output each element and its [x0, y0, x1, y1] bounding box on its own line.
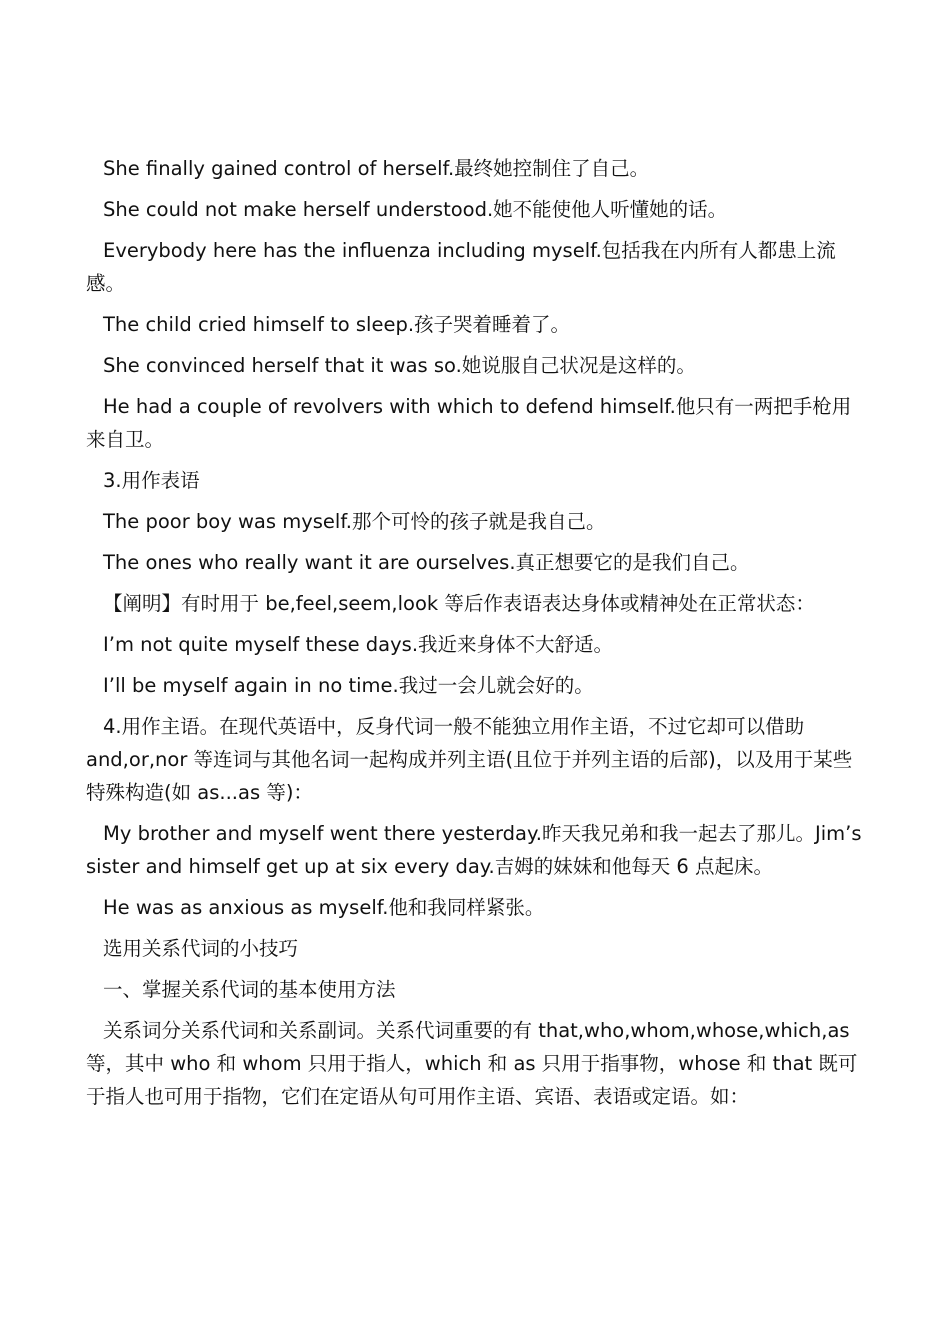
paragraph-8: The ones who really want it are ourselves.真正想要它的是我们自己。	[103, 551, 750, 574]
paragraph-12: He was as anxious as myself.他和我同样紧张。	[103, 896, 545, 919]
paragraph-10: I’ll be myself again in no time.我过一会儿就会好的。	[103, 674, 594, 697]
section-heading-4: 4.用作主语。在现代英语中，反身代词一般不能独立用作主语，不过它却可以借助 and,or,nor 等连词与其他名词一起构成并列主语(且位于并列主语的后部)，以及用于某些特殊构造(如 as...as 等)：	[86, 715, 853, 804]
paragraph-1: She finally gained control of herself.最终她控制住了自己。	[103, 157, 650, 180]
tips-title: 选用关系代词的小技巧	[103, 937, 299, 960]
tips-section-heading: 一、掌握关系代词的基本使用方法	[103, 978, 396, 1001]
paragraph-9: I’m not quite myself these days.我近来身体不大舒适。	[103, 633, 614, 656]
paragraph-5: She convinced herself that it was so.她说服自己状况是这样的。	[103, 354, 696, 377]
paragraph-13: 关系词分关系代词和关系副词。关系代词重要的有 that,who,whom,whose,which,as 等，其中 who 和 whom 只用于指人，which 和 as 只用于指事物，whose 和 that 既可于指人也可用于指物，它们在定语从句可用作主语、宾语、表语或定语。如：	[86, 1019, 858, 1108]
paragraph-2: She could not make herself understood.她不能使他人听懂她的话。	[103, 198, 728, 221]
section-heading-3: 3.用作表语	[103, 469, 200, 492]
document-body	[86, 152, 862, 1121]
paragraph-7: The poor boy was myself.那个可怜的孩子就是我自己。	[103, 510, 606, 533]
explanation-note: 【阐明】有时用于 be,feel,seem,look 等后作表语表达身体或精神处在正常状态：	[103, 592, 815, 615]
paragraph-3: Everybody here has the influenza including myself.包括我在内所有人都患上流感。	[86, 239, 836, 295]
paragraph-4: The child cried himself to sleep.孩子哭着睡着了。	[103, 313, 571, 336]
paragraph-11: My brother and myself went there yesterday.昨天我兄弟和我一起去了那儿。Jim’s sister and himself get up at six every day.吉姆的妹妹和他每天 6 点起床。	[86, 822, 862, 878]
paragraph-6: He had a couple of revolvers with which to defend himself.他只有一两把手枪用来自卫。	[86, 395, 852, 451]
